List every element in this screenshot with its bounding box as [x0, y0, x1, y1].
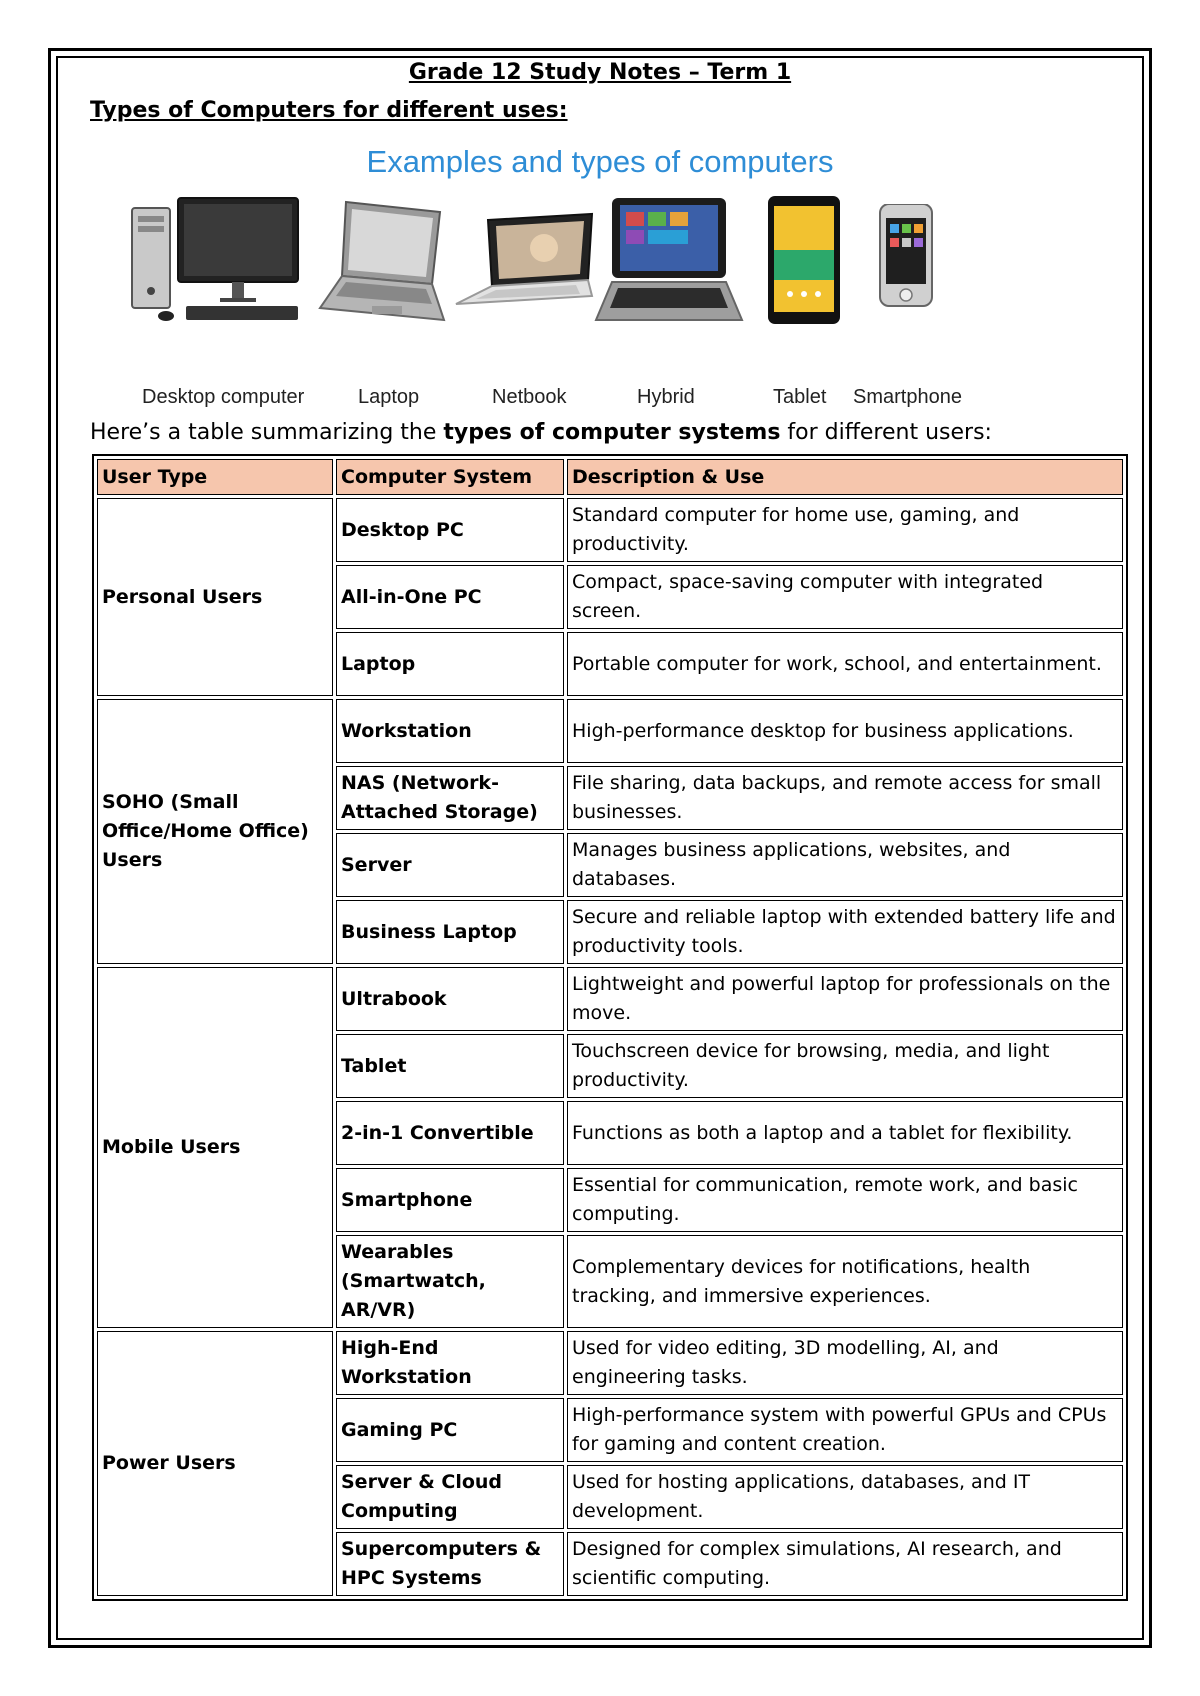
- tablet-icon: [764, 196, 844, 326]
- system-cell: NAS (Network-Attached Storage): [336, 766, 564, 830]
- system-cell: Tablet: [336, 1034, 564, 1098]
- description-cell: Complementary devices for notifications, health tracking, and immersive experiences.: [567, 1235, 1123, 1328]
- table-row: [97, 498, 1123, 562]
- table-row: [97, 699, 1123, 763]
- system-cell: High-End Workstation: [336, 1331, 564, 1395]
- device-label-smartphone: Smartphone: [853, 386, 962, 408]
- description-cell: Lightweight and powerful laptop for professionals on the move.: [567, 967, 1123, 1031]
- system-cell: Wearables (Smartwatch, AR/VR): [336, 1235, 564, 1328]
- description-cell: High-performance desktop for business applications.: [567, 699, 1123, 763]
- description-cell: Essential for communication, remote work, and basic computing.: [567, 1168, 1123, 1232]
- table-row: [97, 1331, 1123, 1395]
- smartphone-icon: [876, 204, 936, 308]
- table-row: [97, 967, 1123, 1031]
- description-cell: High-performance system with powerful GPUs and CPUs for gaming and content creation.: [567, 1398, 1123, 1462]
- page-title: Grade 12 Study Notes – Term 1: [408, 60, 792, 85]
- header-computer-system: Computer System: [336, 459, 564, 495]
- user-type-cell: SOHO (Small Office/Home Office) Users: [97, 699, 333, 964]
- user-type-cell: Mobile Users: [97, 967, 333, 1328]
- description-cell: Portable computer for work, school, and entertainment.: [567, 632, 1123, 696]
- system-cell: 2-in-1 Convertible: [336, 1101, 564, 1165]
- system-cell: Desktop PC: [336, 498, 564, 562]
- description-cell: Secure and reliable laptop with extended battery life and productivity tools.: [567, 900, 1123, 964]
- system-cell: Gaming PC: [336, 1398, 564, 1462]
- header-description: Description & Use: [567, 459, 1123, 495]
- description-cell: Manages business applications, websites, and databases.: [567, 833, 1123, 897]
- hybrid-icon: [594, 196, 744, 326]
- device-label-desktop: Desktop computer: [142, 386, 305, 408]
- description-cell: Standard computer for home use, gaming, and productivity.: [567, 498, 1123, 562]
- device-label-hybrid: Hybrid: [637, 386, 695, 408]
- description-cell: Designed for complex simulations, AI research, and scientific computing.: [567, 1532, 1123, 1596]
- header-user-type: User Type: [97, 459, 333, 495]
- table-header-row: [97, 459, 1123, 495]
- system-cell: All-in-One PC: [336, 565, 564, 629]
- description-cell: Compact, space-saving computer with integrated screen.: [567, 565, 1123, 629]
- device-label-laptop: Laptop: [358, 386, 420, 408]
- netbook-icon: [452, 196, 596, 316]
- description-cell: Functions as both a laptop and a tablet for flexibility.: [567, 1101, 1123, 1165]
- intro-text-after: for different users:: [780, 420, 992, 445]
- system-cell: Workstation: [336, 699, 564, 763]
- description-cell: File sharing, data backups, and remote access for small businesses.: [567, 766, 1123, 830]
- desktop-computer-icon: [128, 196, 308, 326]
- intro-text-before: Here’s a table summarizing the: [90, 420, 444, 445]
- system-cell: Business Laptop: [336, 900, 564, 964]
- figure-heading: Examples and types of computers: [366, 144, 834, 179]
- system-cell: Server & Cloud Computing: [336, 1465, 564, 1529]
- system-cell: Laptop: [336, 632, 564, 696]
- intro-text-bold: types of computer systems: [443, 420, 781, 445]
- device-label-netbook: Netbook: [492, 386, 567, 408]
- laptop-icon: [316, 196, 446, 326]
- user-type-cell: Power Users: [97, 1331, 333, 1596]
- table-intro: [90, 420, 992, 445]
- description-cell: Touchscreen device for browsing, media, and light productivity.: [567, 1034, 1123, 1098]
- description-cell: Used for hosting applications, databases, and IT development.: [567, 1465, 1123, 1529]
- section-subtitle: Types of Computers for different uses:: [90, 98, 568, 123]
- system-cell: Supercomputers & HPC Systems: [336, 1532, 564, 1596]
- system-cell: Smartphone: [336, 1168, 564, 1232]
- system-cell: Server: [336, 833, 564, 897]
- device-label-tablet: Tablet: [773, 386, 827, 408]
- description-cell: Used for video editing, 3D modelling, AI, and engineering tasks.: [567, 1331, 1123, 1395]
- page-content: [48, 48, 1152, 1648]
- computer-systems-table: [92, 454, 1128, 1601]
- user-type-cell: Personal Users: [97, 498, 333, 696]
- system-cell: Ultrabook: [336, 967, 564, 1031]
